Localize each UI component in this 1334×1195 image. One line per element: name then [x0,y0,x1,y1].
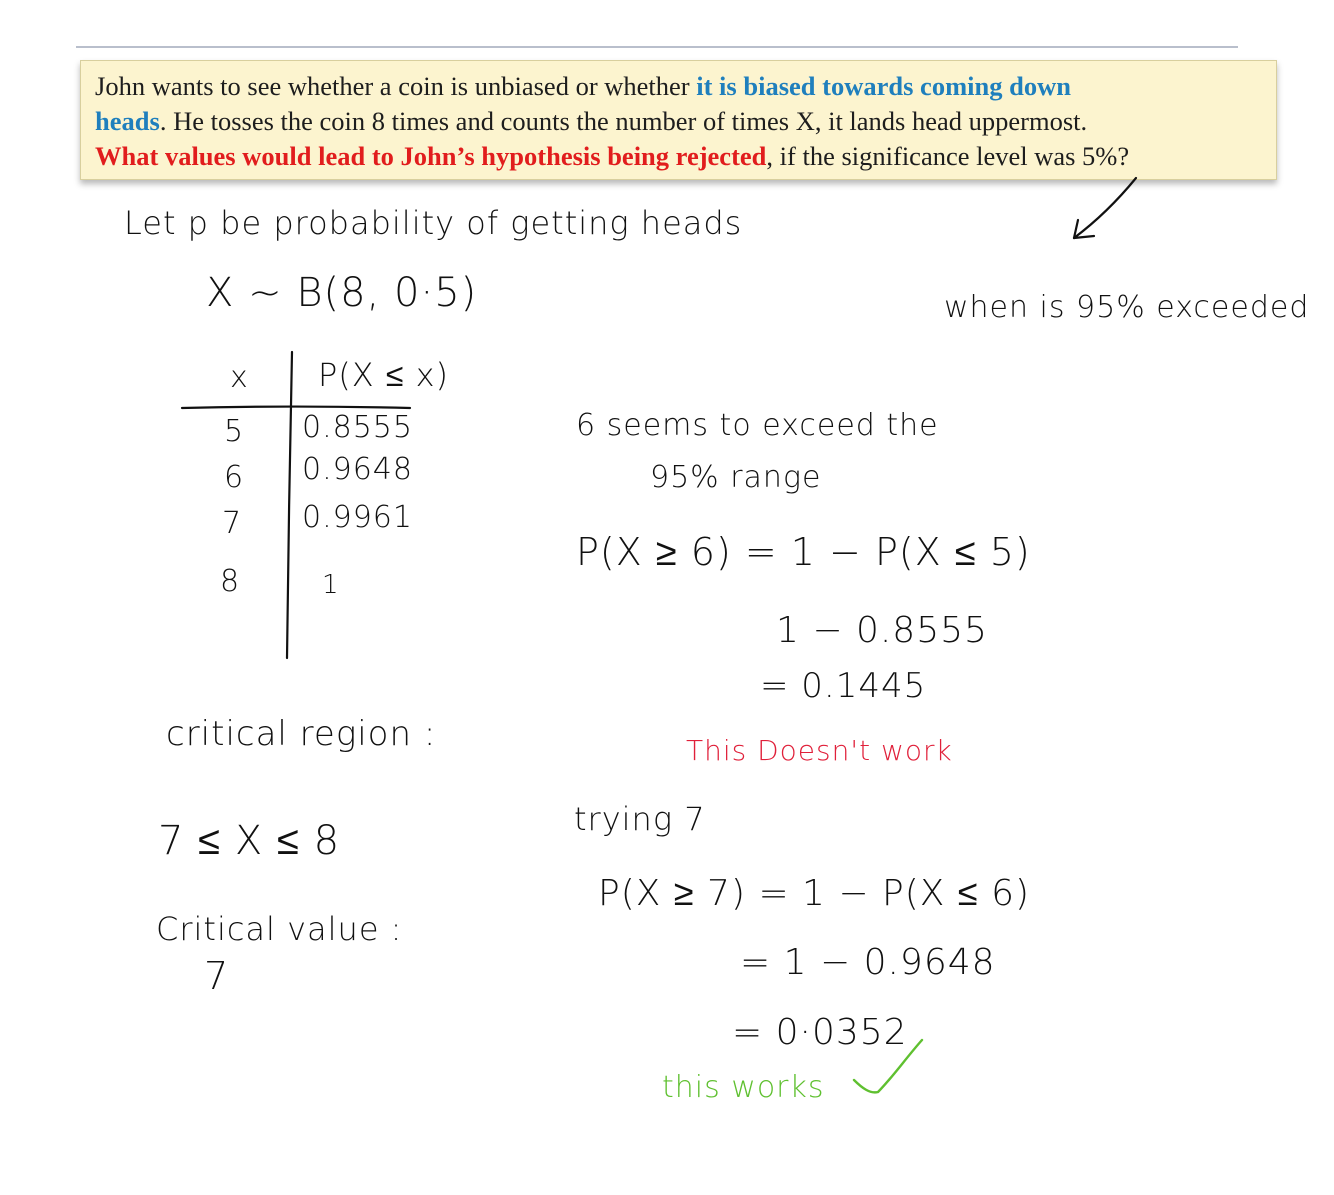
table-p-8: 1 [322,570,340,600]
critical-region-value: 7 ≤ X ≤ 8 [158,818,341,864]
critical-region-label: critical region : [166,714,437,754]
table-p-7: 0.9961 [302,500,413,535]
calc6-line2: 1 − 0.8555 [776,610,988,651]
calc7-line2: = 1 − 0.9648 [740,942,996,983]
table-x-7: 7 [222,506,243,541]
six-seems-line1: 6 seems to exceed the [576,408,939,443]
table-x-6: 6 [224,460,245,495]
let-p-definition: Let p be probability of getting heads [124,204,743,242]
question-line3-highlight: What values would lead to John’s hypothesis being rejected [95,141,767,171]
table-header-x: x [230,360,249,395]
question-line2-plain: . He tosses the coin 8 times and counts the number of times X, it lands head uppermost. [159,106,1088,136]
critical-value-value: 7 [204,954,230,998]
table-x-8: 8 [220,564,241,599]
doesnt-work-note: This Doesn't work [686,734,953,767]
question-line1-plain: John wants to see whether a coin is unbiased or whether [95,71,697,101]
table-p-5: 0.8555 [302,410,413,445]
when-exceeded-note: when is 95% exceeded [944,290,1310,325]
calc6-line3: = 0.1445 [760,666,927,706]
trying-7-label: trying 7 [574,800,706,838]
calc7-line1: P(X ≥ 7) = 1 − P(X ≤ 6) [598,873,1031,914]
pointer-arrow-icon [1074,178,1136,238]
question-line2-highlight: heads [95,106,160,136]
table-p-6: 0.9648 [302,452,413,487]
question-line3-plain: , if the significance level was 5%? [766,141,1130,171]
this-works-note: this works [662,1070,825,1105]
calc6-line1: P(X ≥ 6) = 1 − P(X ≤ 5) [576,530,1031,574]
question-line1-highlight: it is biased towards coming down [696,71,1071,101]
calc7-line3: = 0·0352 [732,1012,908,1053]
table-x-5: 5 [224,414,245,449]
distribution-statement: X ~ B(8, 0·5) [206,270,478,316]
six-seems-line2: 95% range [650,460,822,495]
critical-value-label: Critical value : [156,910,403,948]
table-header-p: P(X ≤ x) [318,356,450,394]
